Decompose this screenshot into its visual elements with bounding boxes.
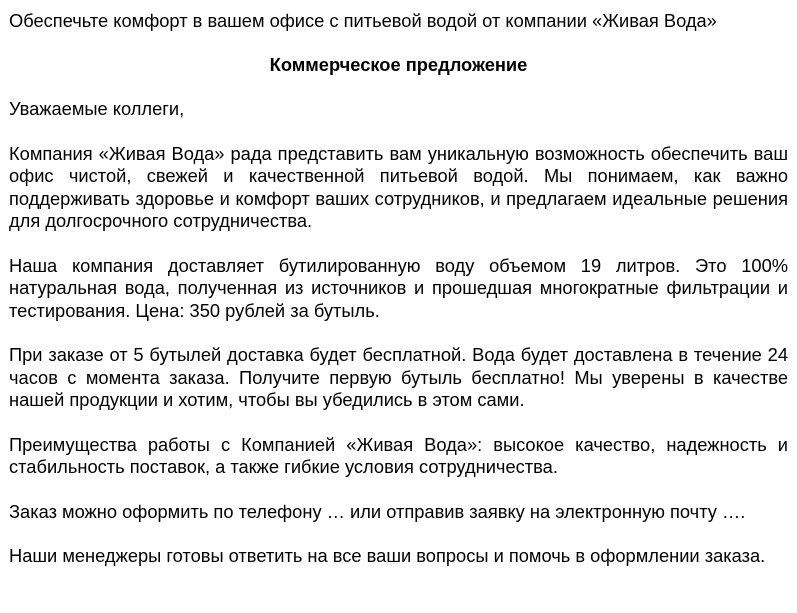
greeting: Уважаемые коллеги,: [9, 98, 185, 119]
header-line: Обеспечьте комфорт в вашем офисе с питьевой водой от компании «Живая Вода»: [9, 10, 717, 31]
paragraph-delivery: При заказе от 5 бутылей доставка будет бесплатной. Вода будет доставлена в течение 24 часов с момента заказа. Получите первую бутыль бесплатно! Мы уверены в качестве нашей продукции и хотим, чтобы вы убедились в этом сами.: [9, 344, 788, 410]
paragraph-order: Заказ можно оформить по телефону … или отправив заявку на электронную почту ….: [9, 500, 746, 522]
document-title: Коммерческое предложение: [269, 53, 528, 75]
paragraph-intro: Компания «Живая Вода» рада представить вам уникальную возможность обеспечить ваш офис чистой, свежей и качественной питьевой водой. Мы понимаем, как важно поддерживать здоровье и комфорт ваших сотрудников, и предлагаем идеальные решения для долгосрочного сотрудничества.: [9, 142, 788, 231]
paragraph-advantages: Преимущества работы с Компанией «Живая Вода»: высокое качество, надежность и стабильность поставок, а также гибкие условия сотрудничества.: [9, 433, 788, 477]
paragraph-product: Наша компания доставляет бутилированную воду объемом 19 литров. Это 100% натуральная вода, полученная из источников и прошедшая многократные фильтрации и тестирования. Цена: 350 рублей за бутыль.: [9, 254, 788, 321]
paragraph-managers: Наши менеджеры готовы ответить на все ваши вопросы и помочь в оформлении заказа.: [9, 545, 766, 566]
